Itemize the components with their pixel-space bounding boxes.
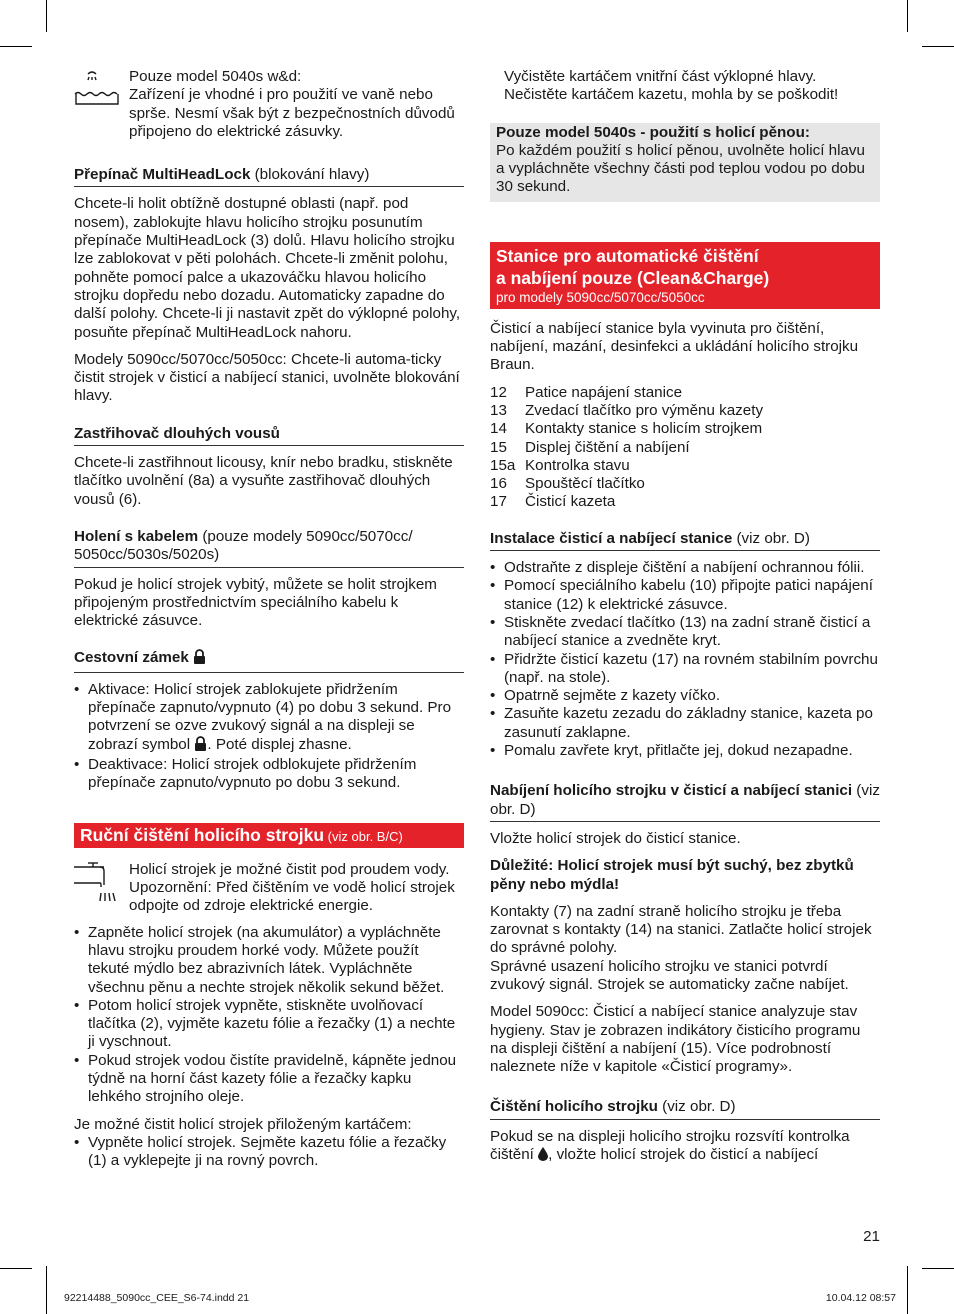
travel-lock-heading: Cestovní zámek [74, 649, 464, 672]
list-item: • Pomalu zavřete kryt, přitlačte jej, dokud nezapadne. [490, 742, 880, 760]
list-item: 14 Kontakty stanice s holicím strojkem [490, 420, 763, 438]
list-item: • Zapněte holicí strojek (na akumulátor) a vypláchněte hlavu strojku proudem horké vody. Můžete použít tekuté mýdlo bez abrazivních látek. Vypláchněte všechnu pěnu a nechte strojek několik sekund běžet. [74, 924, 464, 997]
list-item: 17 Čisticí kazeta [490, 493, 616, 511]
list-item: 15 Displej čištění a nabíjení [490, 438, 690, 456]
crop-mark [0, 46, 32, 47]
list-item: • Pomocí speciálního kabelu (10) připojte patici napájení stanice (12) k elektrické zásuvce. [490, 577, 880, 614]
brush-continuation: Vyčistěte kartáčem vnitřní část výklopné hlavy. Nečistěte kartáčem kazetu, mohla by se poškodit! [504, 68, 839, 104]
list-item: • Potom holicí strojek vypněte, stiskněte uvolňovací tlačítka (2), vyjměte kazetu fólie a řezačky (1) a nechte ji vyschnout. [74, 997, 464, 1052]
crop-mark [46, 0, 47, 32]
parts-list [490, 384, 880, 512]
crop-mark [907, 1266, 908, 1314]
footer-timestamp: 10.04.12 08:57 [825, 1292, 896, 1304]
station-heading: Stanice pro automatické čištění a nabíjení pouze (Clean&Charge) pro modely 5090cc/5070cc/5050cc [490, 242, 880, 309]
list-item: • Deaktivace: Holicí strojek odblokujete přidržením přepínače zapnuto/vypnuto po dobu 3 sekund. [74, 756, 464, 793]
list-item: • Přidržte čisticí kazetu (17) na rovném stabilním povrchu (např. na stole). [490, 651, 880, 688]
mhl-models-paragraph: Modely 5090cc/5070cc/5050cc: Chcete-li automa-ticky čistit strojek v čisticí a nabíjecí stanici, uvolněte blokování hlavy. [74, 350, 460, 405]
manual-cleaning-heading: Ruční čištění holicího strojku (viz obr. B/C) [74, 823, 464, 848]
drop-icon [538, 1147, 548, 1166]
cleaning-heading: Čištění holicího strojku (viz obr. D) [490, 1098, 880, 1119]
cord-paragraph: Pokud je holicí strojek vybitý, můžete se holit strojkem připojeným prostřednictvím speciálního kabelu k elektrické zásuvce. [74, 575, 437, 630]
bath-shower-icon [74, 68, 129, 141]
right-column [490, 68, 880, 1166]
crop-mark [922, 1268, 954, 1269]
foam-note-text: Po každém použití s holicí pěnou, uvolněte holicí hlavu a vypláchněte všechny části pod teplou vodou po dobu 30 sekund. [496, 141, 865, 196]
charging-p1: Vložte holicí strojek do čisticí stanice. [490, 829, 741, 847]
cord-heading: Holení s kabelem (pouze modely 5090cc/5070cc/ 5050cc/5030s/5020s) [74, 528, 464, 568]
crop-mark [0, 1268, 32, 1269]
list-item: 15a Kontrolka stavu [490, 456, 630, 474]
trimmer-heading: Zastřihovač dlouhých vousů [74, 425, 464, 446]
charging-heading: Nabíjení holicího strojku v čisticí a nabíjecí stanici (viz obr. D) [490, 782, 880, 822]
list-item: 16 Spouštěcí tlačítko [490, 475, 645, 493]
water-tap-icon [74, 861, 129, 916]
foam-note-box [490, 123, 880, 202]
crop-mark [907, 0, 908, 32]
crop-mark [922, 46, 954, 47]
left-column [74, 68, 464, 1171]
station-intro: Čisticí a nabíjecí stanice byla vyvinuta pro čištění, nabíjení, mazání, desinfekci a ukládání holicího strojku Braun. [490, 319, 859, 374]
charging-p4: Model 5090cc: Čisticí a nabíjecí stanice analyzuje stav hygieny. Stav je zobrazen indikátory čisticího programu na displeji čištění a nabíjení (15). Více podrobností naleznete níže v kapitole «Čisticí programy». [490, 1003, 861, 1076]
lock-icon [193, 649, 206, 669]
brush-intro: Je možné čistit holicí strojek přiloženým kartáčem: [74, 1115, 412, 1133]
list-item: • Zasuňte kazetu zezadu do základny stanice, kazeta po zasunutí zaklapne. [490, 705, 880, 742]
crop-mark [46, 1266, 47, 1314]
install-heading: Instalace čisticí a nabíjecí stanice (viz obr. D) [490, 530, 880, 551]
charging-important: Důležité: Holicí strojek musí být suchý, bez zbytků pěny nebo mýdla! [490, 857, 854, 893]
charging-p2: Kontakty (7) na zadní straně holicího strojku je třeba zarovnat s kontakty (14) na stanici. Zatlačte holicí strojek do správné polohy. [490, 902, 872, 957]
list-item: • Pokud strojek vodou čistíte pravidelně, kápněte jednou týdně na horní část kazety fólie a řezačky kapku lehkého strojního oleje. [74, 1052, 464, 1107]
page-number: 21 [863, 1228, 880, 1245]
list-item: • Odstraňte z displeje čištění a nabíjení ochrannou fólii. [490, 559, 880, 577]
water-note [74, 861, 464, 916]
list-item: • Opatrně sejměte z kazety víčko. [490, 687, 880, 705]
mhl-paragraph: Chcete-li holit obtížně dostupné oblasti (např. pod nosem), zablokujte hlavu holicího strojku posunutím přepínače MultiHeadLock (3) dolů. Hlavu holicího strojku lze zablokovat v pěti polohách. Chcete-li změnit polohu, pohněte pomocí palce a ukazováčku hlavou holicího strojku dopředu nebo dozadu. Automaticky zapadne do další polohy. Chcete-li ji nastavit zpět do výklopné polohy, posuňte přepínač MultiHeadLock nahoru. [74, 195, 461, 341]
cleaning-p1: Pokud se na displeji holicího strojku rozsvítí kontrolka čištění , vložte holicí strojek do čisticí a nabíjecí [490, 1128, 880, 1167]
footer-file: 92214488_5090cc_CEE_S6-74.indd 21 [64, 1292, 250, 1304]
model-note [74, 68, 464, 141]
list-item: • Stiskněte zvedací tlačítko (13) na zadní straně čisticí a nabíjecí stanice a zvedněte kryt. [490, 614, 880, 651]
model-note-text: Zařízení je vhodné i pro použití ve vaně nebo sprše. Nesmí však být z bezpečnostních důvodů připojeno do elektrické zásuvky. [129, 86, 455, 140]
charging-p3: Správné usazení holicího strojku ve stanici potvrdí zvukový signál. Strojek se automaticky začne nabíjet. [490, 957, 849, 993]
foam-note-title: Pouze model 5040s - použití s holicí pěnou: [496, 123, 810, 141]
list-item: • Aktivace: Holicí strojek zablokujete přidržením přepínače zapnuto/vypnuto (4) po dobu 3 sekund. Pro potvrzení se ozve zvukový signál a na displeji se zobrazí symbol . Poté displej zhasne. [74, 681, 464, 756]
trimmer-paragraph: Chcete-li zastřihnout licousy, knír nebo bradku, stiskněte tlačítko uvolnění (8a) a vysuňte zastřihovač dlouhých vousů (6). [74, 454, 453, 508]
list-item: • Vypněte holicí strojek. Sejměte kazetu fólie a řezačky (1) a vyklepejte ji na rovný povrch. [74, 1134, 464, 1171]
list-item: 12 Patice napájení stanice [490, 383, 683, 401]
list-item: 13 Zvedací tlačítko pro výměnu kazety [490, 401, 764, 419]
lock-icon [194, 736, 207, 756]
mhl-heading: Přepínač MultiHeadLock (blokování hlavy) [74, 166, 464, 187]
water-note-text: Holicí strojek je možné čistit pod proudem vody. Upozornění: Před čištěním ve vodě holicí strojek odpojte od zdroje elektrické energie. [129, 860, 455, 915]
model-note-title: Pouze model 5040s w&d: [129, 68, 302, 85]
